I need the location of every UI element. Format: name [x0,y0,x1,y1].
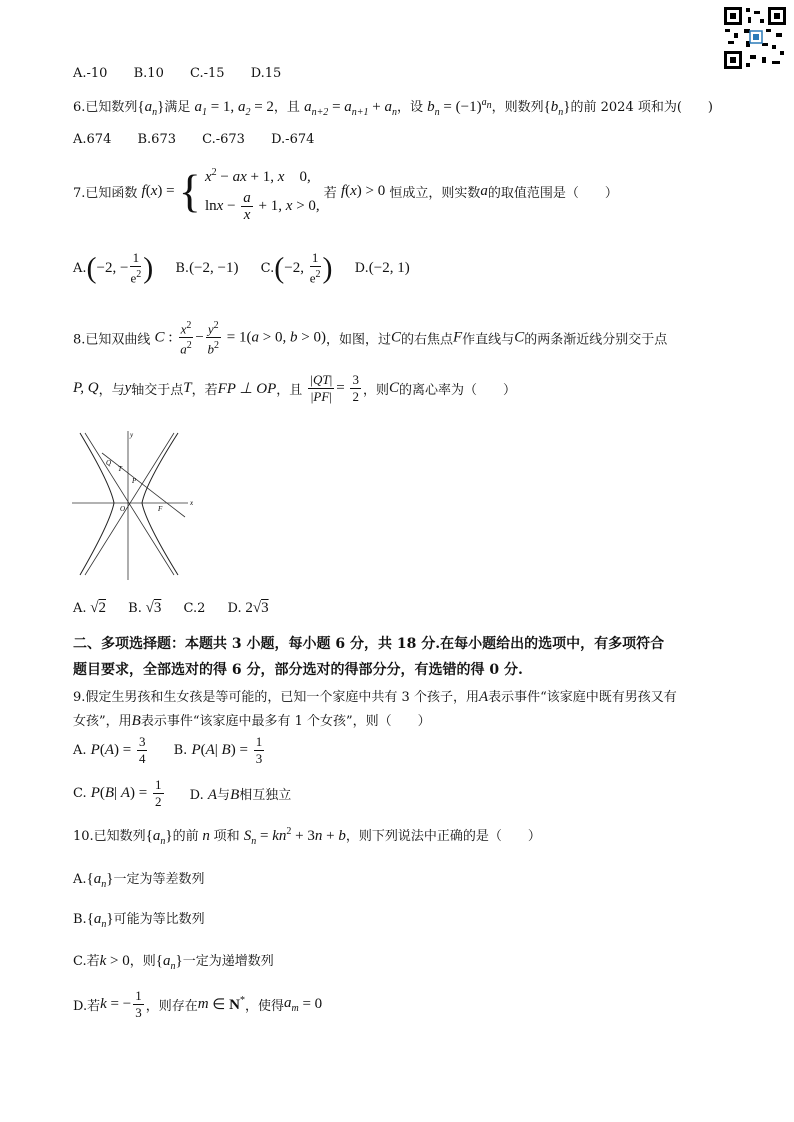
q9-options-ab [73,734,266,767]
q9-option-d: D. A与B相互独立 [189,786,292,803]
label-q: Q [106,459,112,467]
hyperbola-left-branch [80,433,114,575]
q7-option-b: B.(−2, −1) [175,259,239,276]
label-x: x [190,499,194,507]
section2-heading-line2: 题目要求，全部选对的得 6 分，部分选对的得部分分，有选错的得 0 分. [73,662,523,678]
q7-stem: 7.已知函数 f(x) = { $x^2$ − ax + 1, x 0, lnx − $\frac{a}{x}$ + 1, x > 0, 若 f(x) > 0 恒成立，则实数a的取值范围是（ ） [73,165,618,223]
q7-option-d: D.(−2, 1) [354,259,410,276]
q5-option-a: A.-10 [73,66,108,81]
q6-option-b: B.673 [137,132,176,147]
q7-options [73,250,410,286]
q8-option-d: D. 2√3 [227,600,269,616]
q6-option-d: D.-674 [271,132,315,147]
q10-option-b: $B.\{a_n\}$可能为等比数列 [73,911,205,930]
q9-option-a: A. P(A) = $\frac{3}{4}$ [73,734,146,766]
q10-option-a: $A.\{a_n\}$一定为等差数列 [73,871,205,890]
q9-options-cd [73,777,291,810]
label-y: y [130,431,134,439]
q8-stem-line1: 8.已知双曲线 C : $\frac{x^2}{a^2}$ − $\frac{y^2}{b^2}$ = 1(a > 0, b > 0)，如图，过C的右焦点F作直线与C的两条渐近线分别交于点 [73,320,668,357]
label-o: O [120,505,126,513]
q6-option-a: A.674 [73,132,112,147]
q8-option-b: B. √3 [128,600,162,616]
q5-option-b: B.10 [133,66,164,81]
q9-stem-line2: 女孩”，用B表示事件“该家庭中最多有 1 个女孩”，则（ ） [73,713,431,729]
q8-option-a: A. √2 [73,600,107,616]
q6-options [73,132,336,147]
q9-stem-line1: 9.假定生男孩和生女孩是等可能的，已知一个家庭中共有 3 个孩子，用A表示事件“该家庭中既有男孩又有 [73,689,677,705]
q5-option-d: D.15 [250,66,282,81]
label-p: P [132,477,137,485]
q10-stem: 10.已知数列$\{a_n\}$的前 n 项和 $S_n = kn^2 + 3n + b$，则下列说法中正确的是（ ） [73,826,541,847]
q7-option-c: C.(−2, $\frac{1}{e^2}$ ) [260,250,333,286]
hyperbola-right-branch [142,433,178,575]
q7-option-a: A.(−2, − $\frac{1}{e^2}$ ) [73,250,154,286]
q10-option-d: D.若k = − $\frac{1}{3}$ ，则存在m ∈ N*，使得$a_m = 0$ [73,988,323,1020]
q8-options [73,600,269,617]
q8-stem-line2: P, Q，与y轴交于点T，若FP ⊥ OP，且 $\frac{|QT|}{|PF|}$ = $\frac{3}{2}$ ，则C的离心率为（ ） [73,372,517,404]
q8-option-c: C.2 [183,601,206,616]
q9-option-b: B. P(A| B) = $\frac{1}{3}$ [173,734,263,766]
qr-code [722,5,788,71]
q9-option-c: C. P(B| A) = $\frac{1}{2}$ [73,777,162,809]
q5-options [73,66,303,81]
q6-stem: 6.已知数列$\{a_n\}$满足 $a_1 = 1$, $a_2 = 2$，且 $a_{n+2} = a_{n+1} + a_n$，设 $b_n = (-1)^{a_n}$，则数列$\{b_n\}$的前 2024 项和为( ) [73,97,713,118]
section2-heading-line1: 二、多项选择题：本题共 3 小题，每小题 6 分，共 18 分.在每小题给出的选项中，有多项符合 [73,636,665,652]
q5-option-c: C.-15 [189,66,225,81]
label-t: T [118,465,122,473]
label-f: F [158,505,163,513]
q10-option-c: C.若k > 0，则$\{a_n\}$一定为递增数列 [73,953,274,972]
hyperbola-figure [70,425,200,585]
q6-option-c: C.-673 [202,132,245,147]
